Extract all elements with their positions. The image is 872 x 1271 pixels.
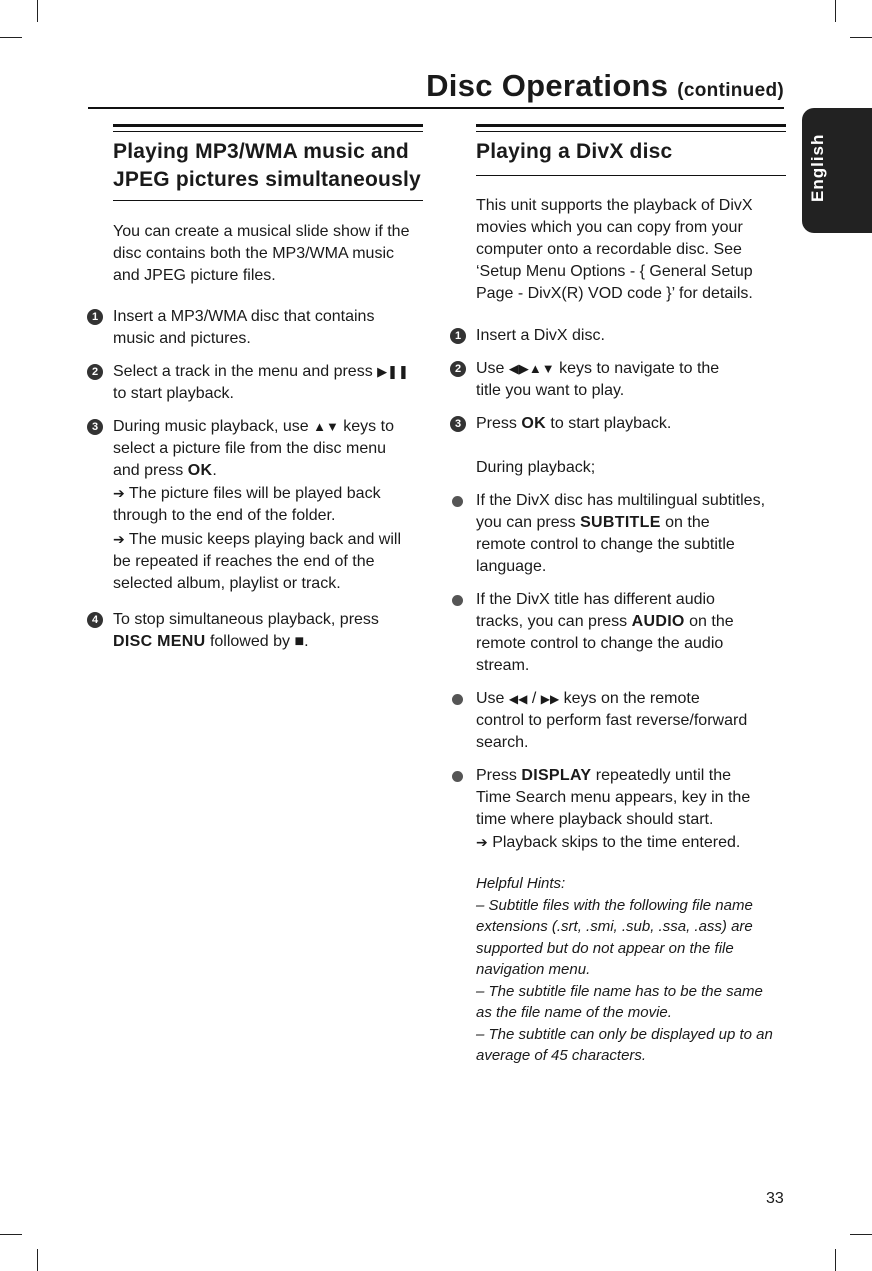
text: keys on the remote bbox=[563, 690, 700, 707]
crop-mark bbox=[37, 1249, 38, 1271]
text-line bbox=[113, 528, 423, 551]
bullet-icon bbox=[452, 496, 463, 507]
text-line bbox=[113, 361, 423, 383]
text-line: Insert a DivX disc. bbox=[476, 327, 605, 344]
step-3 bbox=[91, 416, 423, 595]
page-title-continued: (continued) bbox=[677, 80, 784, 101]
crop-mark bbox=[850, 1234, 872, 1235]
step-number: 4 bbox=[87, 612, 103, 628]
text-line: This unit supports the playback of DivX bbox=[476, 197, 753, 214]
step-4 bbox=[91, 609, 423, 653]
text-line: navigation menu. bbox=[476, 961, 591, 978]
subtitle-key-label: SUBTITLE bbox=[580, 514, 661, 531]
text-line bbox=[476, 358, 786, 380]
text-line: disc contains both the MP3/WMA music bbox=[113, 245, 394, 262]
language-tab-label: English bbox=[808, 133, 827, 202]
text-line: search. bbox=[476, 734, 529, 751]
text-line: be repeated if reaches the end of the bbox=[113, 553, 375, 570]
text: repeatedly until the bbox=[595, 767, 731, 784]
text-line bbox=[476, 831, 786, 854]
step-number: 2 bbox=[87, 364, 103, 380]
text-line: movies which you can copy from your bbox=[476, 219, 743, 236]
text-line: title you want to play. bbox=[476, 382, 625, 399]
audio-key-label: AUDIO bbox=[631, 613, 685, 630]
step-number: 1 bbox=[450, 328, 466, 344]
text-line: remote control to change the audio bbox=[476, 635, 724, 652]
text-line: control to perform fast reverse/forward bbox=[476, 712, 748, 729]
step-number: 3 bbox=[87, 419, 103, 435]
text-line: computer onto a recordable disc. See bbox=[476, 241, 742, 258]
header-rule bbox=[88, 107, 784, 109]
crop-mark bbox=[850, 37, 872, 38]
result-arrow-icon: ➔ bbox=[113, 485, 125, 501]
section-title-line: JPEG pictures simultaneously bbox=[113, 168, 421, 191]
text-line: If the DivX disc has multilingual subtitles, bbox=[476, 492, 766, 509]
fast-forward-icon: ▶▶ bbox=[540, 692, 560, 706]
section-top-rule bbox=[113, 124, 423, 132]
text-line bbox=[113, 416, 423, 438]
text-line bbox=[476, 512, 786, 534]
text-line bbox=[476, 688, 786, 710]
text-line bbox=[113, 482, 423, 505]
ok-key-label: OK bbox=[187, 462, 213, 479]
text-line: average of 45 characters. bbox=[476, 1047, 647, 1064]
step-2 bbox=[454, 358, 786, 402]
disc-menu-key-label: DISC MENU bbox=[113, 633, 206, 650]
text: Select a track in the menu and press bbox=[113, 363, 373, 380]
play-pause-icon: ▶❚❚ bbox=[377, 364, 409, 379]
helpful-hints bbox=[476, 873, 786, 1067]
section-rule bbox=[476, 175, 786, 176]
text: Press bbox=[476, 767, 517, 784]
text-line: to start playback. bbox=[113, 385, 234, 402]
text-line: remote control to change the subtitle bbox=[476, 536, 735, 553]
ok-key-label: OK bbox=[521, 415, 546, 432]
text-line: language. bbox=[476, 558, 547, 575]
text: you can press bbox=[476, 514, 576, 531]
text: and press bbox=[113, 462, 184, 479]
text: on the bbox=[689, 613, 734, 630]
crop-mark bbox=[835, 0, 836, 22]
text: . bbox=[212, 462, 217, 479]
text-line: and JPEG picture files. bbox=[113, 267, 276, 284]
bullet-icon bbox=[452, 694, 463, 705]
text-line: Time Search menu appears, key in the bbox=[476, 789, 751, 806]
bullet-icon bbox=[452, 595, 463, 606]
text-line bbox=[476, 413, 786, 435]
step-1 bbox=[454, 325, 786, 347]
hints-title: Helpful Hints: bbox=[476, 875, 566, 892]
text-line: stream. bbox=[476, 657, 530, 674]
section-title-divx: Playing a DivX disc bbox=[476, 140, 673, 163]
bullet-icon bbox=[452, 771, 463, 782]
text: followed by bbox=[209, 633, 290, 650]
stop-icon: ■ bbox=[294, 633, 305, 650]
step-number: 1 bbox=[87, 309, 103, 325]
text: on the bbox=[665, 514, 710, 531]
text-line: time where playback should start. bbox=[476, 811, 714, 828]
text-line: supported but do not appear on the file bbox=[476, 939, 734, 957]
text: Playback skips to the time entered. bbox=[492, 834, 741, 851]
text-line: – The subtitle can only be displayed up to an bbox=[476, 1025, 773, 1043]
crop-mark bbox=[0, 1234, 22, 1235]
left-column bbox=[91, 124, 423, 653]
text: Use bbox=[476, 690, 505, 707]
text: keys to bbox=[343, 418, 394, 435]
text: keys to navigate to the bbox=[559, 360, 720, 377]
step-number: 2 bbox=[450, 361, 466, 377]
text-line: Page - DivX(R) VOD code }’ for details. bbox=[476, 285, 753, 302]
text: Use bbox=[476, 360, 505, 377]
crop-mark bbox=[835, 1249, 836, 1271]
text-line: If the DivX title has different audio bbox=[476, 591, 715, 608]
bullet-audio bbox=[476, 589, 786, 677]
crop-mark bbox=[37, 0, 38, 22]
section-top-rule bbox=[476, 124, 786, 132]
text-line: – The subtitle file name has to be the same bbox=[476, 982, 763, 1000]
text-line: ‘Setup Menu Options - { General Setup bbox=[476, 263, 753, 280]
text: The music keeps playing back and will bbox=[128, 531, 402, 548]
display-key-label: DISPLAY bbox=[521, 767, 592, 784]
text-line bbox=[113, 631, 423, 653]
text-line bbox=[476, 611, 786, 633]
section-title-mp3-jpeg bbox=[113, 138, 423, 194]
text: / bbox=[531, 690, 537, 707]
up-down-keys-icon: ▲▼ bbox=[313, 419, 339, 434]
text-line: select a picture file from the disc menu bbox=[113, 440, 387, 457]
text-line: music and pictures. bbox=[113, 330, 251, 347]
text-line: Insert a MP3/WMA disc that contains bbox=[113, 308, 375, 325]
text: During music playback, use bbox=[113, 418, 309, 435]
right-column bbox=[454, 124, 786, 1067]
bullet-search bbox=[476, 688, 786, 754]
step-2 bbox=[91, 361, 423, 405]
intro-paragraph bbox=[476, 195, 786, 305]
text-line: extensions (.srt, .smi, .sub, .ssa, .ass) are bbox=[476, 918, 753, 935]
step-1 bbox=[91, 306, 423, 350]
text-line: as the file name of the movie. bbox=[476, 1004, 672, 1021]
result-arrow-icon: ➔ bbox=[476, 834, 488, 850]
step-number: 3 bbox=[450, 416, 466, 432]
text-line: To stop simultaneous playback, press bbox=[113, 611, 379, 628]
step-3 bbox=[454, 413, 786, 435]
text-line bbox=[476, 765, 786, 787]
intro-paragraph bbox=[113, 221, 423, 287]
section-rule bbox=[113, 200, 423, 201]
page-title bbox=[426, 68, 784, 104]
text-line: – Subtitle files with the following file name bbox=[476, 896, 753, 914]
rewind-icon: ◀◀ bbox=[508, 692, 528, 706]
text-line bbox=[113, 460, 423, 482]
bullet-subtitle bbox=[476, 490, 786, 578]
text-line: through to the end of the folder. bbox=[113, 507, 336, 524]
result-arrow-icon: ➔ bbox=[113, 531, 125, 547]
text: to start playback. bbox=[550, 415, 672, 432]
text-line: selected album, playlist or track. bbox=[113, 575, 341, 592]
section-title-line: Playing MP3/WMA music and bbox=[113, 140, 409, 163]
page-number: 33 bbox=[766, 1190, 784, 1207]
during-playback-label: During playback; bbox=[476, 459, 596, 476]
page-title-text: Disc Operations bbox=[426, 68, 669, 103]
text: The picture files will be played back bbox=[128, 485, 381, 502]
bullet-display bbox=[476, 765, 786, 854]
crop-mark bbox=[0, 37, 22, 38]
text: . bbox=[304, 633, 309, 650]
text: Press bbox=[476, 415, 517, 432]
text-line: You can create a musical slide show if the bbox=[113, 223, 410, 240]
arrow-keys-icon: ◀▶▲▼ bbox=[508, 361, 555, 376]
text: tracks, you can press bbox=[476, 613, 628, 630]
